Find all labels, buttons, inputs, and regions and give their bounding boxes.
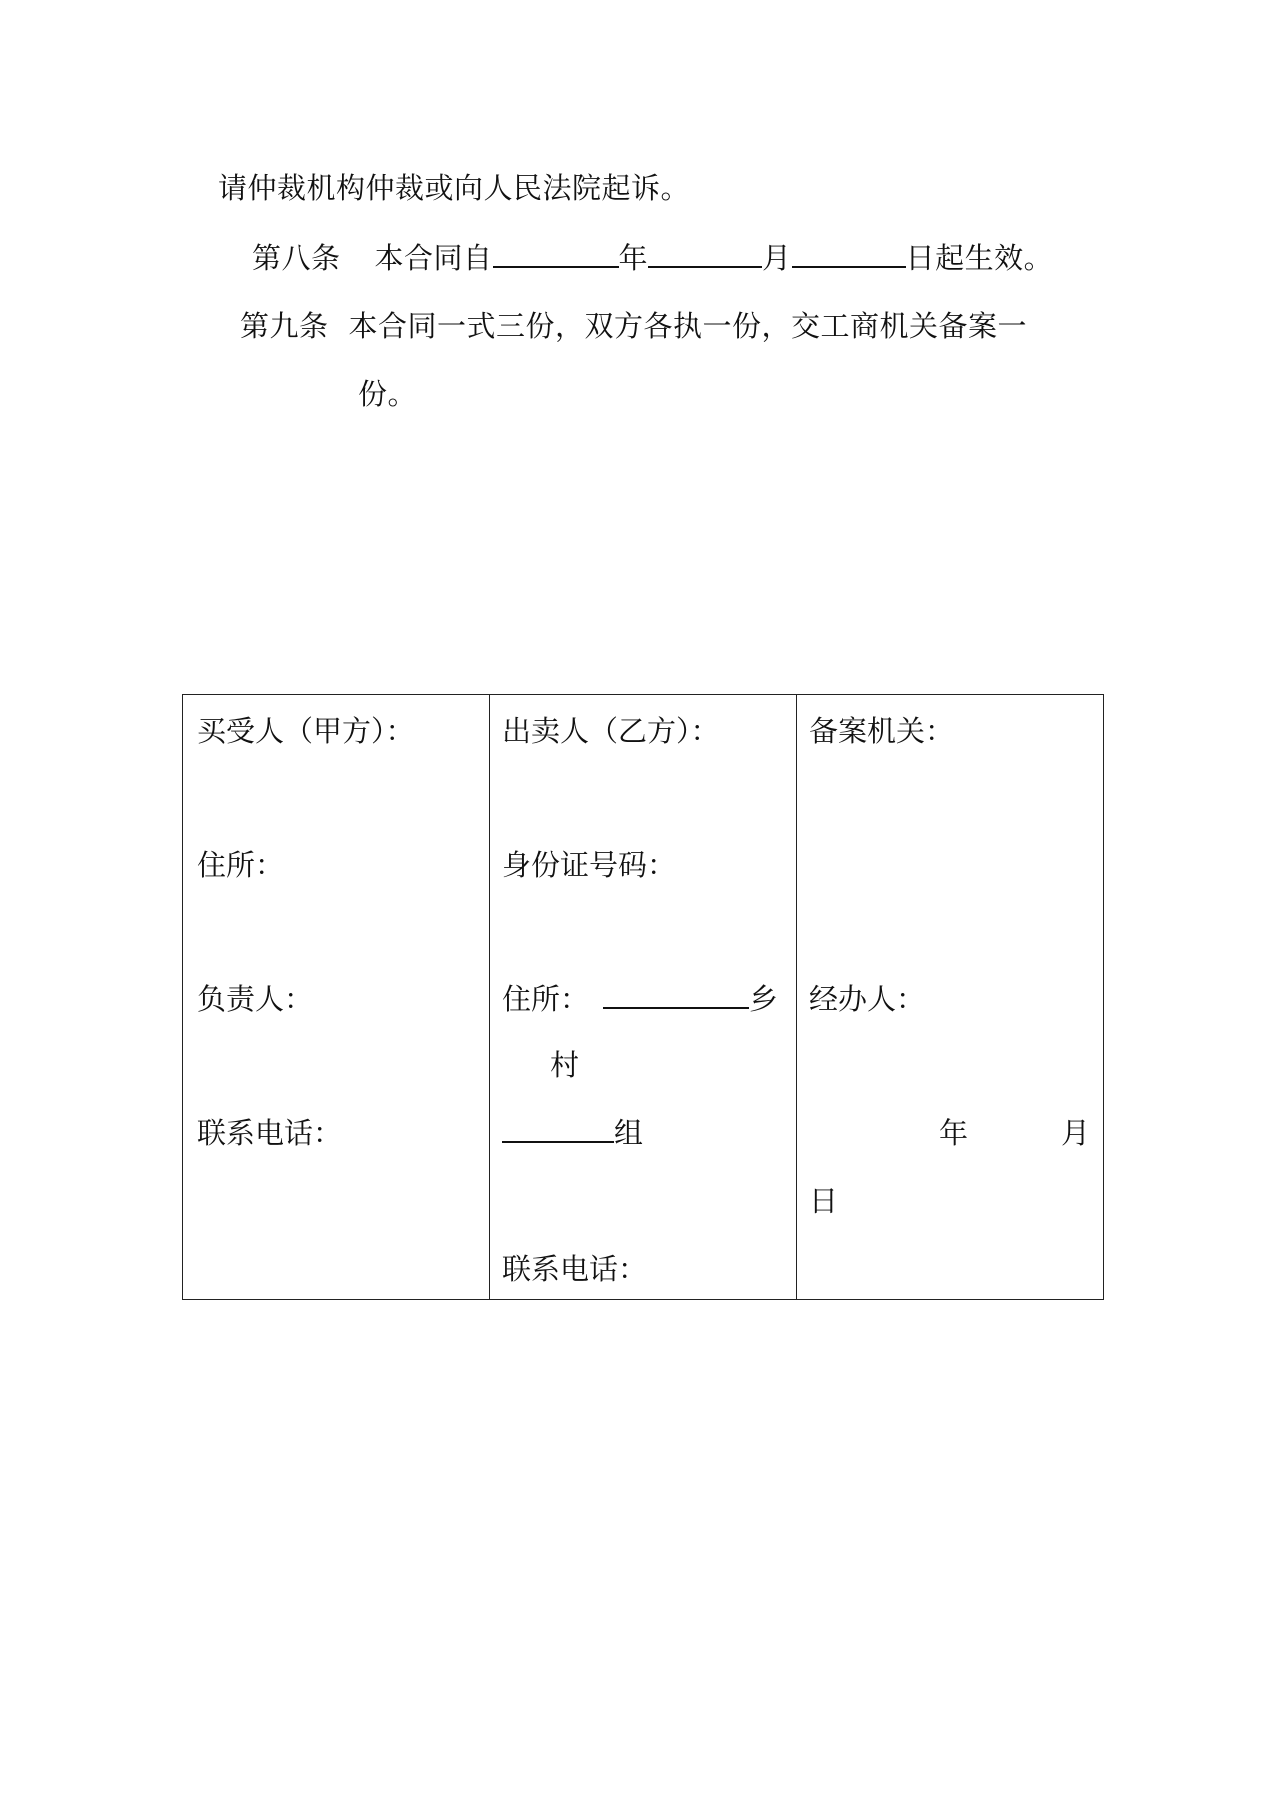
- article-9-text: 本合同一式三份，双方各执一份，交工商机关备案一: [348, 309, 1028, 343]
- article-8-suffix: 日起生效。: [905, 241, 1054, 275]
- article-8-year: 年: [618, 241, 649, 275]
- registry-cell: [797, 695, 1104, 1300]
- seller-township: 乡: [749, 982, 779, 1016]
- buyer-address: 住所：: [197, 848, 285, 882]
- seller-id-number: 身份证号码：: [502, 848, 677, 882]
- registry-handler: 经办人：: [809, 982, 926, 1016]
- article-9-continuation-text: 份。: [358, 377, 418, 411]
- article-9-label: 第九条: [240, 309, 329, 343]
- seller-phone: 联系电话：: [502, 1252, 648, 1286]
- registry-title: 备案机关：: [809, 714, 955, 748]
- article-8-month: 月: [762, 241, 792, 275]
- buyer-responsible: 负责人：: [197, 982, 314, 1016]
- group-blank[interactable]: [502, 1115, 614, 1143]
- registry-year: 年: [939, 1116, 969, 1150]
- year-blank[interactable]: [493, 240, 619, 268]
- article-8-text: 本合同自: [374, 241, 493, 275]
- signature-table: [182, 694, 1104, 1300]
- buyer-title: 买受人（甲方）：: [197, 714, 415, 748]
- arbitration-text: 请仲裁机构仲裁或向人民法院起诉。: [218, 171, 691, 205]
- seller-group-line: [502, 1113, 643, 1153]
- day-blank[interactable]: [792, 240, 906, 268]
- seller-group: 组: [614, 1116, 644, 1150]
- seller-address-line: [502, 979, 778, 1019]
- month-blank[interactable]: [648, 240, 762, 268]
- article-9-continuation: [358, 374, 417, 414]
- article-8-label: 第八条: [252, 241, 341, 275]
- paragraph-arbitration: [218, 168, 690, 208]
- buyer-cell: [183, 695, 490, 1300]
- seller-cell: [490, 695, 797, 1300]
- registry-day: 日: [809, 1184, 839, 1218]
- article-8: [252, 238, 1053, 278]
- township-blank[interactable]: [603, 981, 749, 1009]
- article-9: [240, 306, 1027, 346]
- seller-title: 出卖人（乙方）：: [502, 714, 720, 748]
- registry-month: 月: [1061, 1116, 1091, 1150]
- buyer-phone: 联系电话：: [197, 1116, 343, 1150]
- seller-village: 村: [550, 1048, 580, 1082]
- seller-address-label: 住所：: [502, 982, 590, 1016]
